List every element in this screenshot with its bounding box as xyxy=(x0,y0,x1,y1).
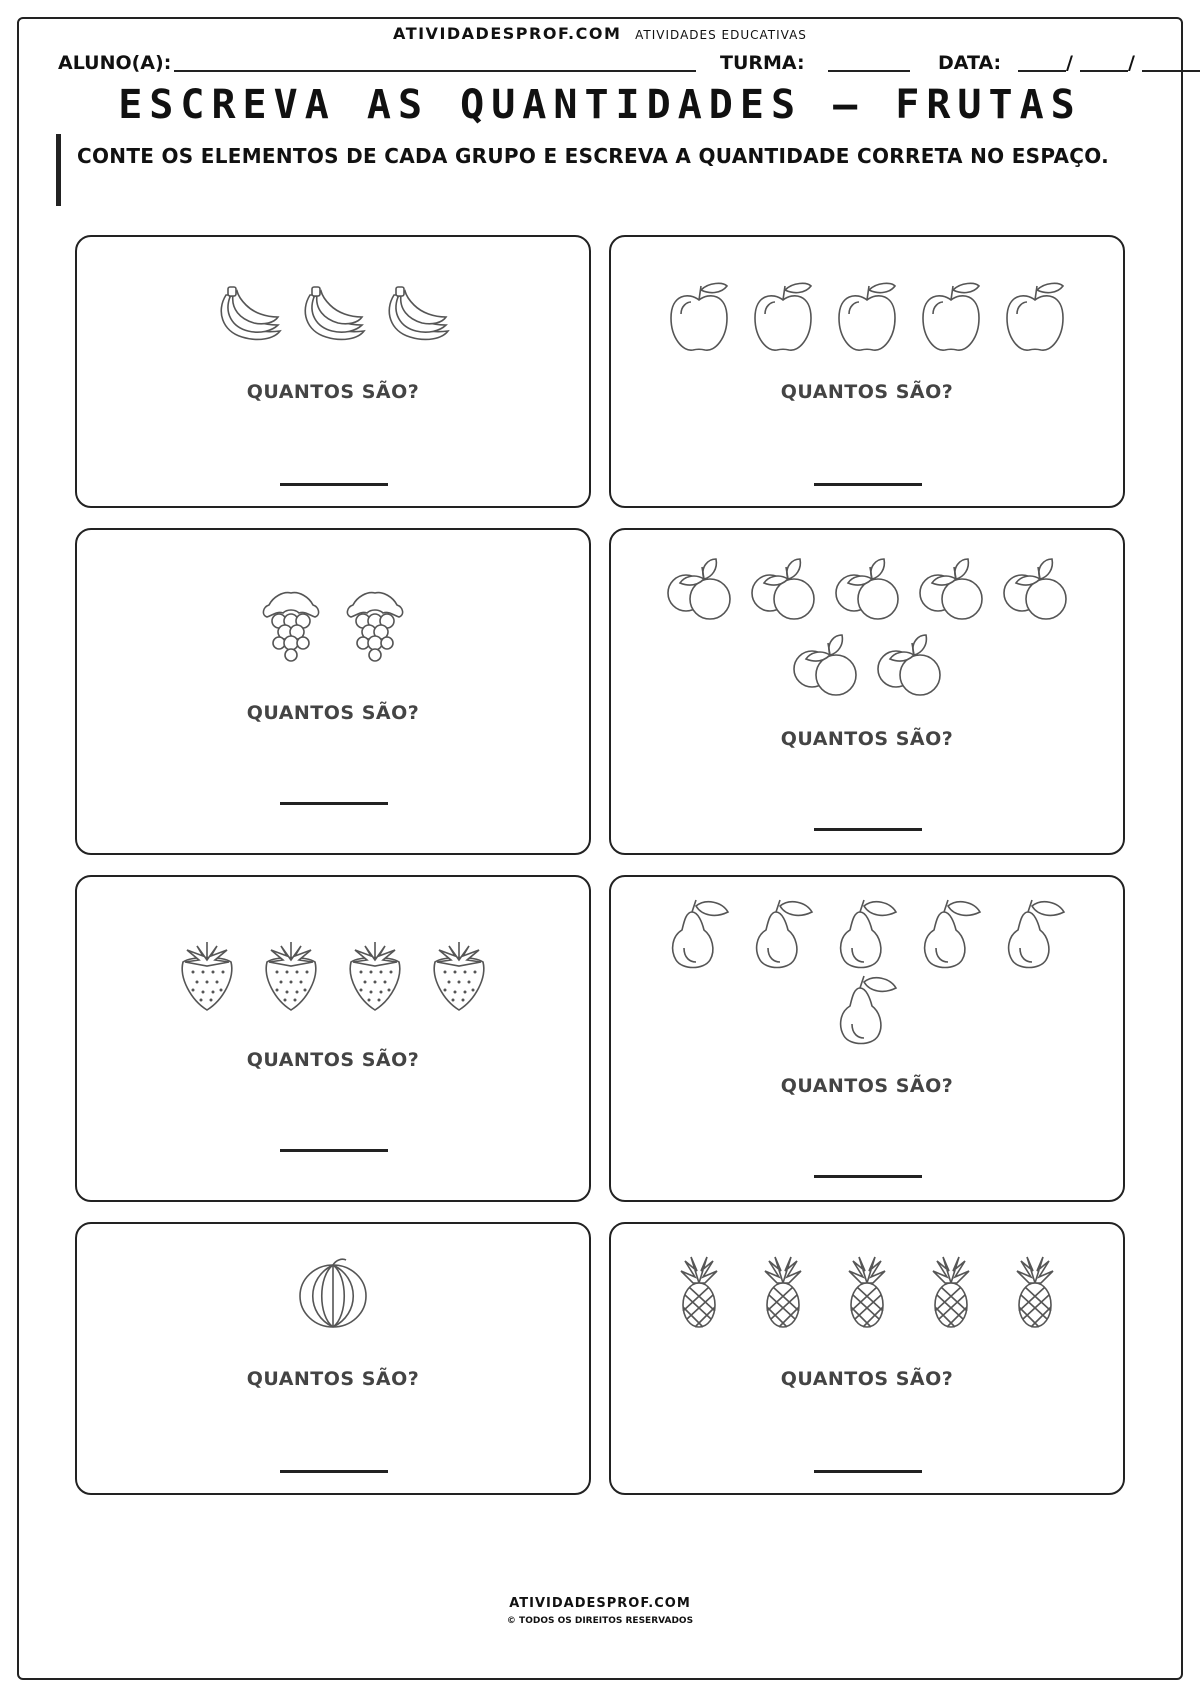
date-label: DATA: xyxy=(938,52,1002,74)
card-grapes xyxy=(75,528,591,855)
answer-blank[interactable] xyxy=(280,1470,388,1473)
fruit-group xyxy=(611,279,1123,355)
orange-icon xyxy=(916,552,986,628)
fruit-group xyxy=(611,897,1123,1049)
fruit-group xyxy=(611,1254,1123,1330)
answer-blank[interactable] xyxy=(814,1470,922,1473)
instruction-text: CONTE OS ELEMENTOS DE CADA GRUPO E ESCREVA A QUANTIDADE CORRETA NO ESPAÇO. xyxy=(77,144,1109,168)
apple-icon xyxy=(916,279,986,355)
class-blank[interactable] xyxy=(828,52,910,72)
answer-blank[interactable] xyxy=(280,802,388,805)
fruit-group xyxy=(77,1254,589,1330)
apple-icon xyxy=(748,279,818,355)
fruit-group xyxy=(77,937,589,1013)
card-pears xyxy=(609,875,1125,1202)
card-pineapples xyxy=(609,1222,1125,1495)
grapes-icon xyxy=(256,588,326,664)
apple-icon xyxy=(1000,279,1070,355)
orange-icon xyxy=(664,552,734,628)
card-strawberries xyxy=(75,875,591,1202)
class-label: TURMA: xyxy=(720,52,805,74)
strawberry-icon xyxy=(424,937,494,1013)
student-label: ALUNO(A): xyxy=(58,52,172,74)
strawberry-icon xyxy=(172,937,242,1013)
answer-blank[interactable] xyxy=(814,483,922,486)
date-year-blank[interactable] xyxy=(1142,52,1200,72)
question-label: QUANTOS SÃO? xyxy=(246,381,420,403)
question-label: QUANTOS SÃO? xyxy=(780,1368,954,1390)
fruit-group xyxy=(77,279,589,355)
footer-site: ATIVIDADESPROF.COM xyxy=(509,1596,691,1611)
answer-blank[interactable] xyxy=(280,483,388,486)
card-oranges xyxy=(609,528,1125,855)
orange-icon xyxy=(748,552,818,628)
header-site: ATIVIDADESPROF.COM xyxy=(393,24,622,43)
pear-icon xyxy=(832,973,902,1049)
date-sep-1: / xyxy=(1066,52,1073,74)
pear-icon xyxy=(916,897,986,973)
orange-icon xyxy=(1000,552,1070,628)
date-month-blank[interactable] xyxy=(1080,52,1128,72)
question-label: QUANTOS SÃO? xyxy=(246,702,420,724)
apple-icon xyxy=(664,279,734,355)
orange-icon xyxy=(790,628,860,704)
banana-icon xyxy=(382,279,452,355)
card-watermelon xyxy=(75,1222,591,1495)
grapes-icon xyxy=(340,588,410,664)
question-label: QUANTOS SÃO? xyxy=(246,1368,420,1390)
question-label: QUANTOS SÃO? xyxy=(780,728,954,750)
fruit-group xyxy=(77,588,589,664)
pear-icon xyxy=(664,897,734,973)
pear-icon xyxy=(748,897,818,973)
orange-icon xyxy=(874,628,944,704)
orange-icon xyxy=(832,552,902,628)
question-label: QUANTOS SÃO? xyxy=(780,381,954,403)
answer-blank[interactable] xyxy=(280,1149,388,1152)
student-fields xyxy=(58,52,1148,78)
header-subtitle: ATIVIDADES EDUCATIVAS xyxy=(635,28,807,42)
answer-blank[interactable] xyxy=(814,828,922,831)
page-title: ESCREVA AS QUANTIDADES — FRUTAS xyxy=(118,82,1082,128)
apple-icon xyxy=(832,279,902,355)
pineapple-icon xyxy=(832,1254,902,1330)
pineapple-icon xyxy=(1000,1254,1070,1330)
question-label: QUANTOS SÃO? xyxy=(246,1049,420,1071)
footer-copyright: © TODOS OS DIREITOS RESERVADOS xyxy=(506,1616,694,1626)
instruction-bar xyxy=(56,134,61,206)
date-sep-2: / xyxy=(1128,52,1135,74)
card-apples xyxy=(609,235,1125,508)
watermelon-icon xyxy=(298,1254,368,1330)
banana-icon xyxy=(298,279,368,355)
banana-icon xyxy=(214,279,284,355)
strawberry-icon xyxy=(340,937,410,1013)
answer-blank[interactable] xyxy=(814,1175,922,1178)
header-site-line xyxy=(0,24,1200,43)
card-bananas xyxy=(75,235,591,508)
student-name-blank[interactable] xyxy=(174,52,696,72)
pineapple-icon xyxy=(748,1254,818,1330)
pear-icon xyxy=(832,897,902,973)
pineapple-icon xyxy=(916,1254,986,1330)
pear-icon xyxy=(1000,897,1070,973)
strawberry-icon xyxy=(256,937,326,1013)
date-day-blank[interactable] xyxy=(1018,52,1066,72)
pineapple-icon xyxy=(664,1254,734,1330)
question-label: QUANTOS SÃO? xyxy=(780,1075,954,1097)
fruit-group xyxy=(611,552,1123,704)
